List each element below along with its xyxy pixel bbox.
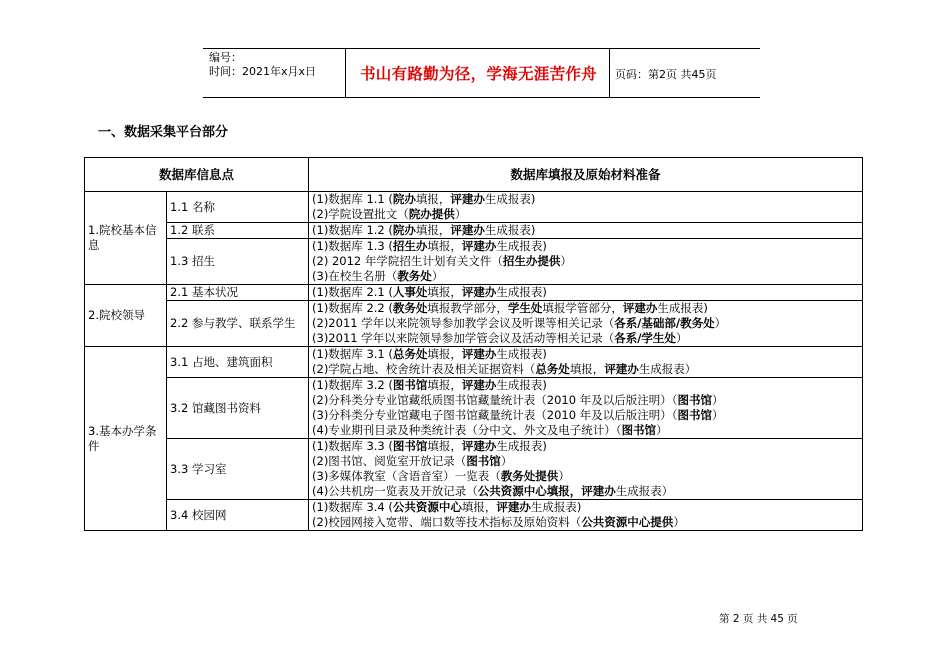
materials-line <box>312 393 859 408</box>
materials-line <box>312 500 859 515</box>
line-text: (1)数据库 1.2 ( <box>312 223 393 237</box>
line-text: 生成报表) <box>496 239 547 253</box>
line-text: 生成报表) <box>496 347 547 361</box>
line-text: (1)数据库 2.2 ( <box>312 301 393 315</box>
materials-line <box>312 239 859 254</box>
table-row <box>85 500 863 531</box>
line-text: ） <box>673 515 685 529</box>
responsible-unit: 评建办 <box>604 362 639 376</box>
responsible-unit: 公共资源中心填报，评建办 <box>477 484 616 498</box>
line-text: ） <box>711 408 724 422</box>
item-cell: 1.1 名称 <box>167 192 309 223</box>
materials-line <box>312 207 859 222</box>
line-text: ） <box>558 469 570 483</box>
responsible-unit: 各系/学生处 <box>614 331 676 345</box>
materials-line <box>312 331 859 346</box>
table-row <box>85 439 863 500</box>
page-header <box>203 48 760 98</box>
responsible-unit: 图书馆 <box>677 408 712 422</box>
line-text: ） <box>714 316 727 330</box>
item-cell: 3.4 校园网 <box>167 500 309 531</box>
line-text: 生成报表) <box>496 378 547 392</box>
line-text: (3)在校生名册（ <box>312 269 398 283</box>
line-text: (2)校园网接入宽带、端口数等技术指标及原始资料（ <box>312 515 582 529</box>
responsible-unit: 评建办 <box>461 347 497 361</box>
line-text: 填报， <box>569 362 605 376</box>
line-text: 填报学管部分， <box>542 301 623 315</box>
materials-cell <box>309 439 863 500</box>
materials-line <box>312 269 859 284</box>
materials-line <box>312 408 859 423</box>
item-cell: 2.1 基本状况 <box>167 285 309 301</box>
responsible-unit: 院办提供 <box>408 207 455 221</box>
line-text: 填报， <box>427 439 462 453</box>
materials-cell <box>309 285 863 301</box>
materials-line <box>312 469 859 484</box>
line-text: (2)学院设置批文（ <box>312 207 409 221</box>
materials-line <box>312 301 859 316</box>
line-text: 填报， <box>461 500 497 514</box>
header-divider <box>345 49 346 97</box>
responsible-unit: 总务处 <box>535 362 570 376</box>
line-text: 生成报表) <box>496 439 547 453</box>
line-text: ） <box>560 254 572 268</box>
section-title: 一、数据采集平台部分 <box>98 125 229 140</box>
header-divider <box>609 49 610 97</box>
header-motto: 书山有路勤为径，学海无涯苦作舟 <box>359 65 597 83</box>
materials-line <box>312 285 859 300</box>
responsible-unit: 图书馆 <box>392 378 428 392</box>
table-row <box>85 347 863 378</box>
category-cell: 1.院校基本信息 <box>85 192 167 285</box>
item-cell: 3.3 学习室 <box>167 439 309 500</box>
line-text: 填报， <box>415 192 451 206</box>
data-collection-table <box>84 157 863 531</box>
line-text: 生成报表） <box>615 484 674 498</box>
responsible-unit: 评建办 <box>461 285 497 299</box>
line-text: ） <box>656 423 668 437</box>
materials-cell <box>309 192 863 223</box>
line-text: ） <box>500 454 513 468</box>
line-text: 填报， <box>427 347 462 361</box>
responsible-unit: 院办 <box>392 192 416 206</box>
document-number: 编号： <box>209 51 242 64</box>
item-cell: 2.2 参与教学、联系学生 <box>167 301 309 347</box>
materials-cell <box>309 500 863 531</box>
line-text: (1)数据库 2.1 ( <box>312 285 393 299</box>
materials-cell <box>309 301 863 347</box>
responsible-unit: 招生办提供 <box>502 254 561 268</box>
line-text: (1)数据库 3.2 ( <box>312 378 393 392</box>
responsible-unit: 公共资源中心提供 <box>581 515 674 529</box>
table-row <box>85 301 863 347</box>
responsible-unit: 图书馆 <box>621 423 657 437</box>
line-text: 生成报表) <box>530 500 582 514</box>
materials-cell <box>309 223 863 239</box>
line-text: 填报， <box>415 223 451 237</box>
line-text: (2)2011 学年以来院领导参加教学会议及听课等相关记录（ <box>312 316 615 330</box>
responsible-unit: 评建办 <box>450 223 485 237</box>
responsible-unit: 教务处 <box>397 269 432 283</box>
line-text: 生成报表) <box>484 223 536 237</box>
line-text: 生成报表) <box>496 285 547 299</box>
responsible-unit: 评建办 <box>622 301 658 315</box>
responsible-unit: 院办 <box>392 223 416 237</box>
table-row <box>85 285 863 301</box>
header-meta <box>209 51 316 79</box>
line-text: 填报教学部分， <box>427 301 508 315</box>
line-text: (2)图书馆、阅览室开放记录（ <box>312 454 467 468</box>
line-text: 生成报表） <box>638 362 697 376</box>
table-row <box>85 223 863 239</box>
table-header-row <box>85 158 863 192</box>
responsible-unit: 图书馆 <box>466 454 501 468</box>
line-text: (3)多媒体教室（含语音室）一览表（ <box>312 469 501 483</box>
responsible-unit: 各系/基础部/教务处 <box>614 316 715 330</box>
materials-line <box>312 254 859 269</box>
line-text: (2)分科类分专业馆藏纸质图书馆藏量统计表（2010 年及以后版注明）（ <box>312 393 678 407</box>
materials-line <box>312 347 859 362</box>
line-text: (1)数据库 3.4 ( <box>312 500 393 514</box>
table-row <box>85 378 863 439</box>
item-cell: 1.3 招生 <box>167 239 309 285</box>
line-text: 填报， <box>427 285 462 299</box>
line-text: 填报， <box>427 239 462 253</box>
materials-line <box>312 223 859 238</box>
materials-line <box>312 362 859 377</box>
responsible-unit: 评建办 <box>461 378 497 392</box>
materials-line <box>312 439 859 454</box>
materials-line <box>312 316 859 331</box>
line-text: (3)2011 学年以来院领导参加学管会议及活动等相关记录（ <box>312 331 615 345</box>
materials-line <box>312 454 859 469</box>
responsible-unit: 评建办 <box>496 500 531 514</box>
column-header-materials: 数据库填报及原始材料准备 <box>309 158 863 192</box>
line-text: (2)学院占地、校舍统计表及相关证据资料（ <box>312 362 536 376</box>
line-text: ） <box>675 331 688 345</box>
line-text: 生成报表) <box>484 192 536 206</box>
line-text: (2) 2012 年学院招生计划有关文件（ <box>312 254 503 268</box>
category-cell: 3.基本办学条件 <box>85 347 167 531</box>
materials-line <box>312 423 859 438</box>
line-text: (3)分科类分专业馆藏电子图书馆藏量统计表（2010 年及以后版注明）（ <box>312 408 678 422</box>
responsible-unit: 图书馆 <box>392 439 428 453</box>
header-page-info: 页码：第2页 共45页 <box>615 68 717 81</box>
responsible-unit: 人事处 <box>392 285 428 299</box>
responsible-unit: 学生处 <box>507 301 543 315</box>
materials-line <box>312 378 859 393</box>
materials-cell <box>309 347 863 378</box>
responsible-unit: 评建办 <box>461 439 497 453</box>
page-footer: 第 2 页 共 45 页 <box>719 613 798 625</box>
responsible-unit: 评建办 <box>461 239 497 253</box>
line-text: ） <box>711 393 724 407</box>
materials-line <box>312 484 859 499</box>
responsible-unit: 总务处 <box>392 347 428 361</box>
materials-cell <box>309 239 863 285</box>
line-text: (4)公共机房一览表及开放记录（ <box>312 484 478 498</box>
category-cell: 2.院校领导 <box>85 285 167 347</box>
column-header-info-point: 数据库信息点 <box>85 158 309 192</box>
responsible-unit: 评建办 <box>450 192 485 206</box>
responsible-unit: 教务处 <box>392 301 428 315</box>
responsible-unit: 教务处提供 <box>500 469 559 483</box>
line-text: 填报， <box>427 378 462 392</box>
table-row <box>85 239 863 285</box>
line-text: ） <box>454 207 467 221</box>
responsible-unit: 招生办 <box>392 239 428 253</box>
materials-line <box>312 192 859 207</box>
materials-line <box>312 515 859 530</box>
line-text: (1)数据库 1.3 ( <box>312 239 393 253</box>
item-cell: 3.1 占地、建筑面积 <box>167 347 309 378</box>
responsible-unit: 公共资源中心 <box>392 500 462 514</box>
table-row <box>85 192 863 223</box>
responsible-unit: 图书馆 <box>677 393 712 407</box>
line-text: (4)专业期刊目录及种类统计表（分中文、外文及电子统计）（ <box>312 423 622 437</box>
line-text: (1)数据库 3.1 ( <box>312 347 393 361</box>
item-cell: 1.2 联系 <box>167 223 309 239</box>
line-text: (1)数据库 1.1 ( <box>312 192 393 206</box>
line-text: (1)数据库 3.3 ( <box>312 439 393 453</box>
line-text: ） <box>431 269 444 283</box>
line-text: 生成报表) <box>657 301 708 315</box>
table-body <box>85 192 863 531</box>
document-time: 时间：2021年x月x日 <box>209 65 317 78</box>
materials-cell <box>309 378 863 439</box>
item-cell: 3.2 馆藏图书资料 <box>167 378 309 439</box>
